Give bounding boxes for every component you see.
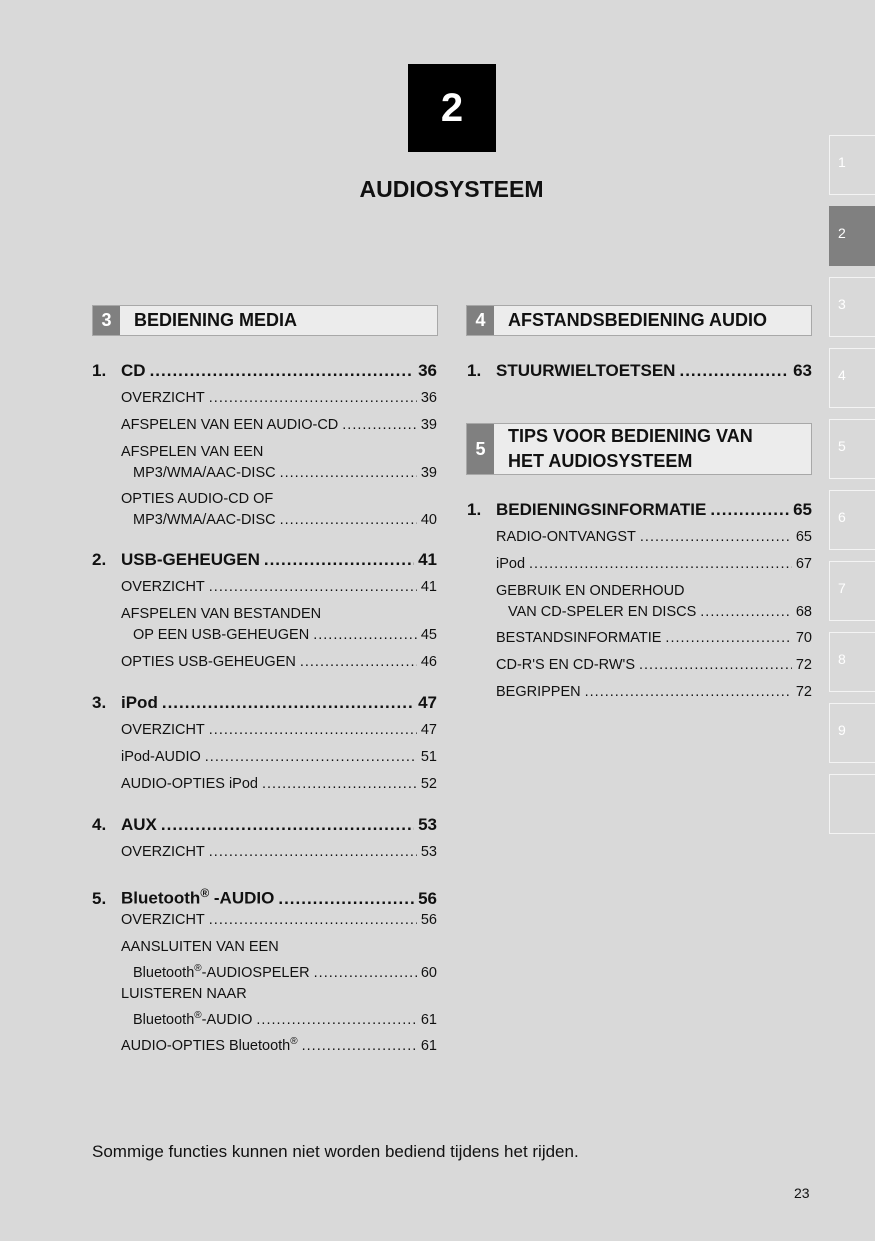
toc-sub-entry[interactable]: OVERZICHT ..... 56 — [121, 910, 437, 931]
toc-sub-entry[interactable]: OPTIES USB-GEHEUGEN ..... 46 — [121, 652, 437, 673]
section-header-tips — [466, 423, 812, 475]
toc-sub-entry[interactable]: AUDIO-OPTIES iPod ..... 52 — [121, 774, 437, 795]
toc-entry-cd[interactable]: 1. CD ..... 36 — [92, 361, 437, 381]
toc-entry-usb[interactable]: 2. USB-GEHEUGEN ..... 41 — [92, 550, 437, 570]
toc-sub-entry[interactable]: OVERZICHT ..... 36 — [121, 388, 437, 409]
toc-sub-entry[interactable]: OVERZICHT ..... 41 — [121, 577, 437, 598]
toc-sub-entry[interactable]: BESTANDSINFORMATIE ..... 70 — [496, 628, 812, 649]
section-number: 5 — [467, 424, 494, 474]
chapter-tab-10[interactable] — [829, 774, 875, 834]
section-title: BEDIENING MEDIA — [134, 310, 298, 330]
chapter-tab-strip — [829, 135, 875, 845]
toc-sub-entry[interactable]: AFSPELEN VAN EEN AUDIO-CD ..... 39 — [121, 415, 437, 436]
toc-entry-aux[interactable]: 4. AUX ..... 53 — [92, 815, 437, 835]
chapter-tab-5[interactable]: 5 — [829, 419, 875, 479]
toc-sub-entry[interactable]: LUISTEREN NAAR Bluetooth®-AUDIO ..... 61 — [121, 984, 437, 1031]
toc-sub-entry[interactable]: BEGRIPPEN ..... 72 — [496, 682, 812, 703]
chapter-tab-6[interactable]: 6 — [829, 490, 875, 550]
chapter-tab-4[interactable]: 4 — [829, 348, 875, 408]
toc-sub-entry[interactable]: AFSPELEN VAN BESTANDEN OP EEN USB-GEHEUGEN ..... 45 — [121, 604, 437, 646]
toc-sub-entry[interactable]: iPod ..... 67 — [496, 554, 812, 575]
toc-sub-entry[interactable]: OVERZICHT ..... 53 — [121, 842, 437, 863]
chapter-title: AUDIOSYSTEEM — [359, 176, 544, 202]
toc-sub-entry[interactable]: OVERZICHT ..... 47 — [121, 720, 437, 741]
toc-entry-steering-switches[interactable]: 1. STUURWIELTOETSEN ..... 63 — [467, 361, 812, 381]
footer-note: Sommige functies kunnen niet worden bediend tijdens het rijden. — [92, 1142, 579, 1161]
toc-sub-entry[interactable]: AUDIO-OPTIES Bluetooth® ..... 61 — [121, 1031, 437, 1057]
toc-sub-entry[interactable]: OPTIES AUDIO-CD OF MP3/WMA/AAC-DISC ..... 40 — [121, 489, 437, 531]
chapter-tab-3[interactable]: 3 — [829, 277, 875, 337]
section-title: AFSTANDSBEDIENING AUDIO — [508, 310, 768, 330]
chapter-tab-1[interactable]: 1 — [829, 135, 875, 195]
toc-entry-bluetooth[interactable]: 5. Bluetooth® -AUDIO ..... 56 — [92, 883, 437, 909]
toc-sub-entry[interactable]: AANSLUITEN VAN EEN Bluetooth®-AUDIOSPELER ..... 60 — [121, 937, 437, 984]
toc-entry-ipod[interactable]: 3. iPod ..... 47 — [92, 693, 437, 713]
section-number: 3 — [93, 306, 120, 335]
page-ref: 36 — [418, 361, 437, 380]
toc-sub-entry[interactable]: GEBRUIK EN ONDERHOUD VAN CD-SPELER EN DISCS ..... 68 — [496, 581, 812, 623]
toc-sub-entry[interactable]: RADIO-ONTVANGST ..... 65 — [496, 527, 812, 548]
section-title: TIPS VOOR BEDIENING VAN HET AUDIOSYSTEEM — [508, 426, 753, 471]
chapter-tab-2[interactable]: 2 — [829, 206, 875, 266]
chapter-number-box — [408, 64, 496, 152]
leader-dots — [150, 361, 415, 381]
chapter-tab-9[interactable]: 9 — [829, 703, 875, 763]
toc-sub-entry[interactable]: iPod-AUDIO ..... 51 — [121, 747, 437, 768]
section-header-media — [92, 305, 438, 336]
toc-sub-entry[interactable]: AFSPELEN VAN EEN MP3/WMA/AAC-DISC ..... 39 — [121, 442, 437, 484]
page-number: 23 — [794, 1185, 810, 1201]
section-header-remote — [466, 305, 812, 336]
toc-entry-operating-info[interactable]: 1. BEDIENINGSINFORMATIE ..... 65 — [467, 500, 812, 520]
chapter-tab-7[interactable]: 7 — [829, 561, 875, 621]
chapter-tab-8[interactable]: 8 — [829, 632, 875, 692]
section-number: 4 — [467, 306, 494, 335]
toc-sub-entry[interactable]: CD-R'S EN CD-RW'S ..... 72 — [496, 655, 812, 676]
chapter-number: 2 — [440, 85, 464, 130]
